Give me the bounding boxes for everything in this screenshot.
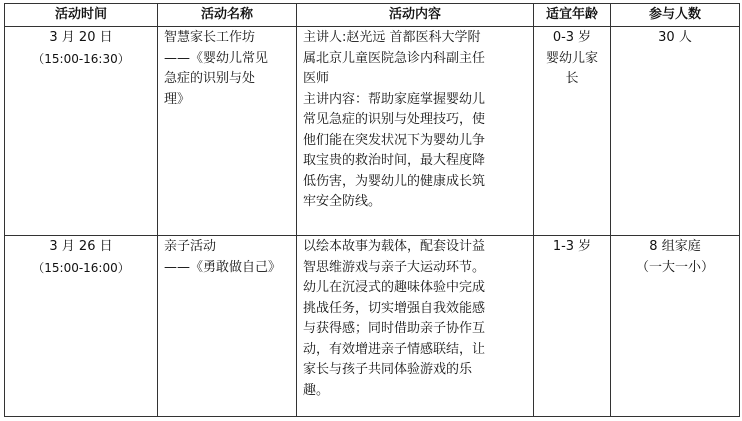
activity-name-cell [158, 236, 297, 417]
table-row [5, 27, 740, 236]
activity-content-line: 智思维游戏与亲子大运动环节。 [303, 259, 486, 275]
suitable-age-cell [534, 236, 611, 417]
activity-content-line: 取宝贵的救治时间，最大程度降 [303, 153, 486, 168]
activity-date: 3 月 20 日 [49, 30, 113, 45]
activity-content-line: 动，有效增进亲子情感联结，让 [303, 341, 486, 357]
suitable-age-line: 1-3 岁 [552, 239, 592, 254]
activity-content-line: 他们能在突发状况下为婴幼儿争 [303, 132, 486, 148]
participant-count-line: 30 人 [658, 30, 692, 45]
activity-content-line: 医师 [303, 71, 330, 86]
activity-content-line: 趣。 [303, 382, 330, 398]
activity-content-line: 挑战任务，切实增强自我效能感 [303, 300, 486, 316]
activity-time-cell [5, 236, 158, 417]
header-activity-time: 活动时间 [5, 4, 158, 27]
activity-time-range: （15:00-16:00） [32, 260, 130, 275]
activity-content-cell [297, 27, 534, 236]
header-suitable-age: 适宜年龄 [534, 4, 611, 27]
activity-name-line: 亲子活动 [164, 239, 217, 254]
suitable-age-line: 长 [565, 71, 579, 86]
table-row [5, 236, 740, 417]
activity-content-line: 主讲内容：帮助家庭掌握婴幼儿 [303, 91, 486, 107]
activity-name-line: ——《婴幼儿常见 [164, 50, 269, 66]
activity-time-cell [5, 27, 158, 236]
activity-content-line: 属北京儿童医院急诊内科副主任 [303, 50, 486, 66]
activity-name-line: 智慧家长工作坊 [164, 30, 256, 45]
activity-name-cell [158, 27, 297, 236]
activity-schedule-table [4, 3, 740, 417]
header-activity-name: 活动名称 [158, 4, 297, 27]
activity-content-line: 低伤害，为婴幼儿的健康成长筑 [303, 173, 486, 189]
activity-name-line: 理》 [164, 91, 191, 107]
activity-name-line: 急症的识别与处 [164, 71, 256, 86]
activity-name-line: ——《勇敢做自己》 [164, 259, 282, 275]
suitable-age-line: 婴幼儿家 [545, 50, 598, 66]
activity-time-range: （15:00-16:30） [32, 51, 130, 66]
participant-count-cell [611, 27, 740, 236]
activity-content-line: 以绘本故事为载体，配套设计益 [303, 239, 486, 254]
participant-count-line: （一大一小） [635, 259, 714, 275]
header-participant-count: 参与人数 [611, 4, 740, 27]
activity-content-line: 幼儿在沉浸式的趣味体验中完成 [303, 280, 486, 295]
participant-count-cell [611, 236, 740, 417]
activity-content-line: 牢安全防线。 [303, 194, 382, 209]
activity-content-line: 与获得感；同时借助亲子协作互 [303, 321, 486, 336]
header-activity-content: 活动内容 [297, 4, 534, 27]
activity-content-line: 家长与孩子共同体验游戏的乐 [303, 362, 473, 377]
activity-content-cell [297, 236, 534, 417]
participant-count-line: 8 组家庭 [649, 239, 701, 254]
suitable-age-line: 0-3 岁 [552, 30, 592, 45]
suitable-age-cell [534, 27, 611, 236]
activity-content-line: 常见急症的识别与处理技巧，使 [303, 112, 486, 127]
activity-content-line: 主讲人:赵光远 首都医科大学附 [303, 30, 481, 45]
activity-date: 3 月 26 日 [49, 239, 113, 254]
header-row [5, 4, 740, 27]
